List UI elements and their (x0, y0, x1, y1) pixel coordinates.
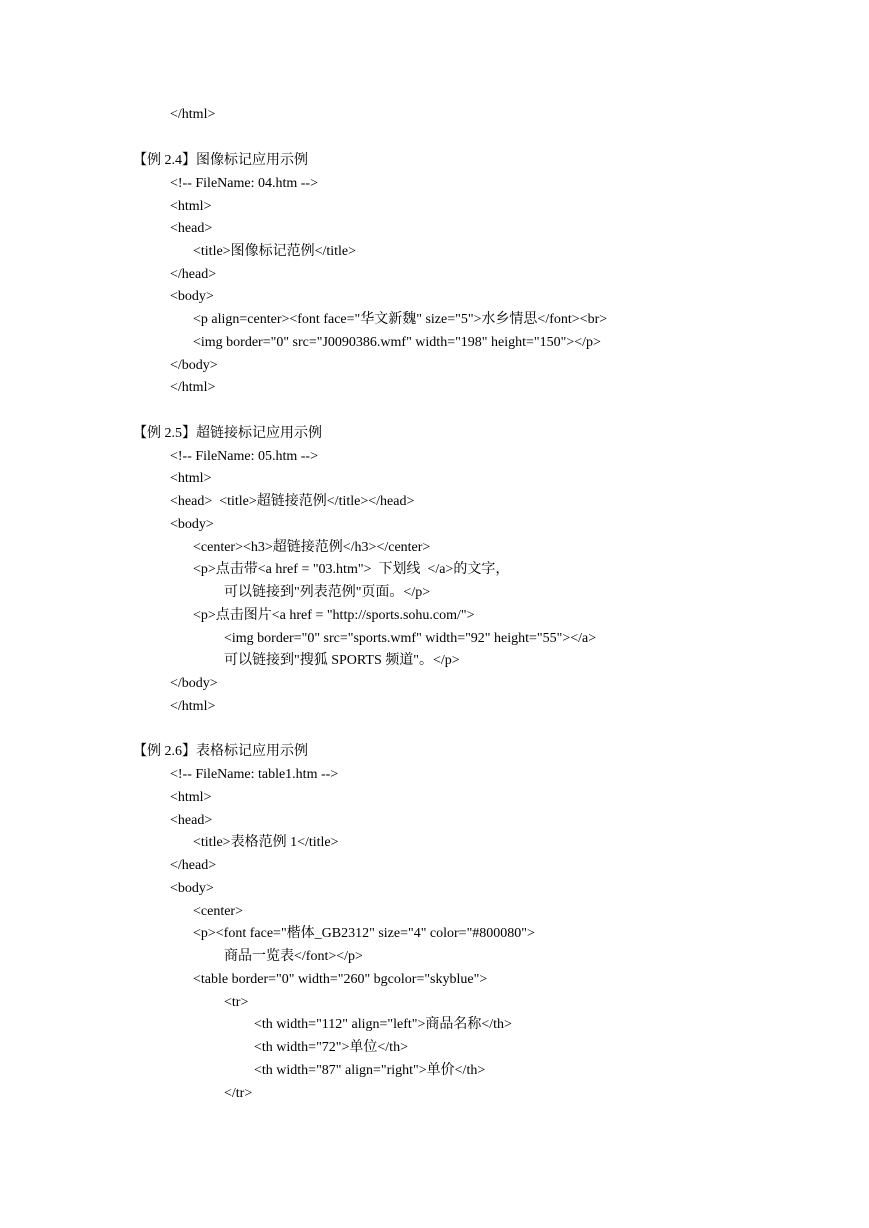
code-line: <html> (170, 199, 212, 214)
code-line: <title>图像标记范例</title> (193, 244, 357, 259)
code-line: 可以链接到"列表范例"页面。</p> (224, 585, 431, 600)
code-line: </tr> (224, 1086, 253, 1101)
code-line: <title>表格范例 1</title> (193, 835, 339, 850)
code-line: <th width="87" align="right">单价</th> (254, 1063, 486, 1078)
code-line: </html> (170, 107, 216, 122)
code-line: <!-- FileName: 05.htm --> (170, 449, 318, 464)
code-line: <table border="0" width="260" bgcolor="skyblue"> (193, 972, 488, 987)
code-line: </html> (170, 699, 216, 714)
code-line: </body> (170, 358, 218, 373)
code-line: <html> (170, 790, 212, 805)
code-line: </head> (170, 858, 217, 873)
code-line: <!-- FileName: 04.htm --> (170, 176, 318, 191)
example-2-5-heading: 【例 2.5】超链接标记应用示例 (133, 426, 322, 441)
code-line: <img border="0" src="J0090386.wmf" width="198" height="150"></p> (193, 335, 601, 350)
code-line: <p>点击图片<a href = "http://sports.sohu.com/"> (193, 608, 475, 623)
example-2-4-heading: 【例 2.4】图像标记应用示例 (133, 153, 308, 168)
code-line: <!-- FileName: table1.htm --> (170, 767, 339, 782)
code-line: 可以链接到"搜狐 SPORTS 频道"。</p> (224, 653, 460, 668)
code-line: <tr> (224, 995, 249, 1010)
example-2-6-heading: 【例 2.6】表格标记应用示例 (133, 744, 308, 759)
code-line: <body> (170, 881, 214, 896)
code-line: <head> (170, 813, 213, 828)
code-line: 商品一览表</font></p> (224, 949, 363, 964)
code-line: </body> (170, 676, 218, 691)
code-line: <p><font face="楷体_GB2312" size="4" color="#800080"> (193, 926, 535, 941)
code-line: </html> (170, 380, 216, 395)
code-line: <body> (170, 289, 214, 304)
code-line: <center> (193, 904, 243, 919)
code-line: <html> (170, 471, 212, 486)
code-line: <p>点击带<a href = "03.htm"> 下划线 </a>的文字， (193, 562, 510, 577)
code-line: <img border="0" src="sports.wmf" width="92" height="55"></a> (224, 631, 597, 646)
code-line: <th width="72">单位</th> (254, 1040, 408, 1055)
code-line: <head> (170, 221, 213, 236)
code-line: <center><h3>超链接范例</h3></center> (193, 540, 431, 555)
code-line: <head> <title>超链接范例</title></head> (170, 494, 415, 509)
code-line: <body> (170, 517, 214, 532)
code-line: </head> (170, 267, 217, 282)
code-line: <p align=center><font face="华文新魏" size="5">水乡情思</font><br> (193, 312, 608, 327)
code-line: <th width="112" align="left">商品名称</th> (254, 1017, 512, 1032)
